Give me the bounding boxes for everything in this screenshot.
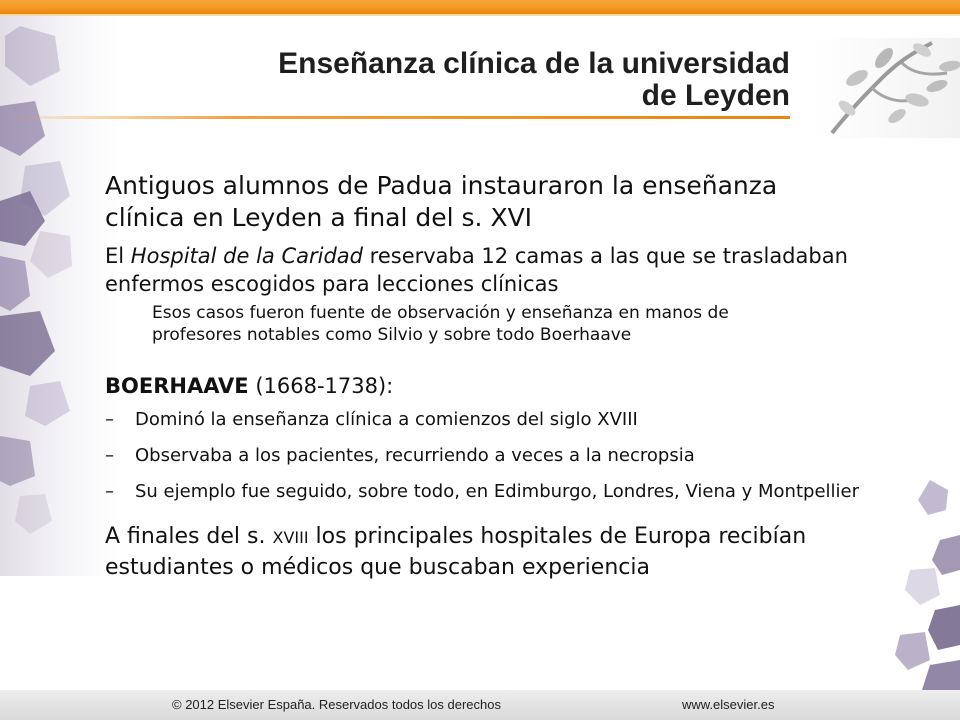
footer-bar [0, 690, 960, 720]
paragraph-padua: Antiguos alumnos de Padua instauraron la enseñanza clínica en Leyden a final del s. XVI [105, 171, 778, 232]
title-underline [0, 116, 790, 119]
century-numeral: XVIII [272, 528, 309, 547]
footer-copyright: © 2012 Elsevier España. Reservados todos los derechos [172, 697, 501, 712]
left-hexagon-decoration [0, 16, 120, 576]
bullet-dash: – [105, 445, 114, 466]
hospital-name: Hospital de la Caridad [130, 244, 363, 268]
paragraph-europe-prefix: A finales del s. [105, 524, 273, 549]
paragraph-hospital-prefix: El [105, 244, 131, 268]
top-accent-line [0, 14, 960, 16]
boerhaave-dates: (1668-1738): [248, 374, 394, 398]
list-item-text: Dominó la enseñanza clínica a comienzos del siglo XVIII [135, 409, 638, 430]
tree-branch-icon [812, 38, 960, 138]
right-hexagon-decoration [880, 420, 960, 720]
paragraph-hospital-rest: reservaba 12 camas a las que se trasladaban enfermos escogidos para lecciones clínicas [105, 244, 848, 296]
boerhaave-name: BOERHAAVE [105, 374, 249, 398]
paragraph-hospital [105, 242, 885, 298]
slide-title-line-2: de Leyden [641, 79, 790, 112]
header-tree-art [812, 38, 960, 138]
bullet-dash: – [105, 481, 114, 502]
slide-body [105, 170, 885, 583]
top-accent-bar [0, 0, 960, 14]
paragraph-hospitals-europe [105, 522, 885, 583]
list-item-text: Observaba a los pacientes, recurriendo a veces a la necropsia [135, 445, 695, 466]
slide-title-line-1: Enseñanza clínica de la universidad [278, 47, 790, 80]
bullet-dash: – [105, 409, 114, 430]
paragraph-europe-rest: los principales hospitales de Europa recibían estudiantes o médicos que buscaban experiencia [105, 524, 807, 580]
list-item-text: Su ejemplo fue seguido, sobre todo, en Edimburgo, Londres, Viena y Montpellier [135, 481, 859, 502]
list-item [105, 444, 885, 468]
footer-url[interactable]: www.elsevier.es [682, 697, 775, 712]
slide-title [150, 48, 790, 112]
boerhaave-heading [105, 372, 885, 400]
paragraph-cases: Esos casos fueron fuente de observación y enseñanza en manos de profesores notables como Silvio y sobre todo Boerhaave [152, 303, 729, 345]
list-item [105, 408, 885, 432]
list-item [105, 480, 865, 504]
